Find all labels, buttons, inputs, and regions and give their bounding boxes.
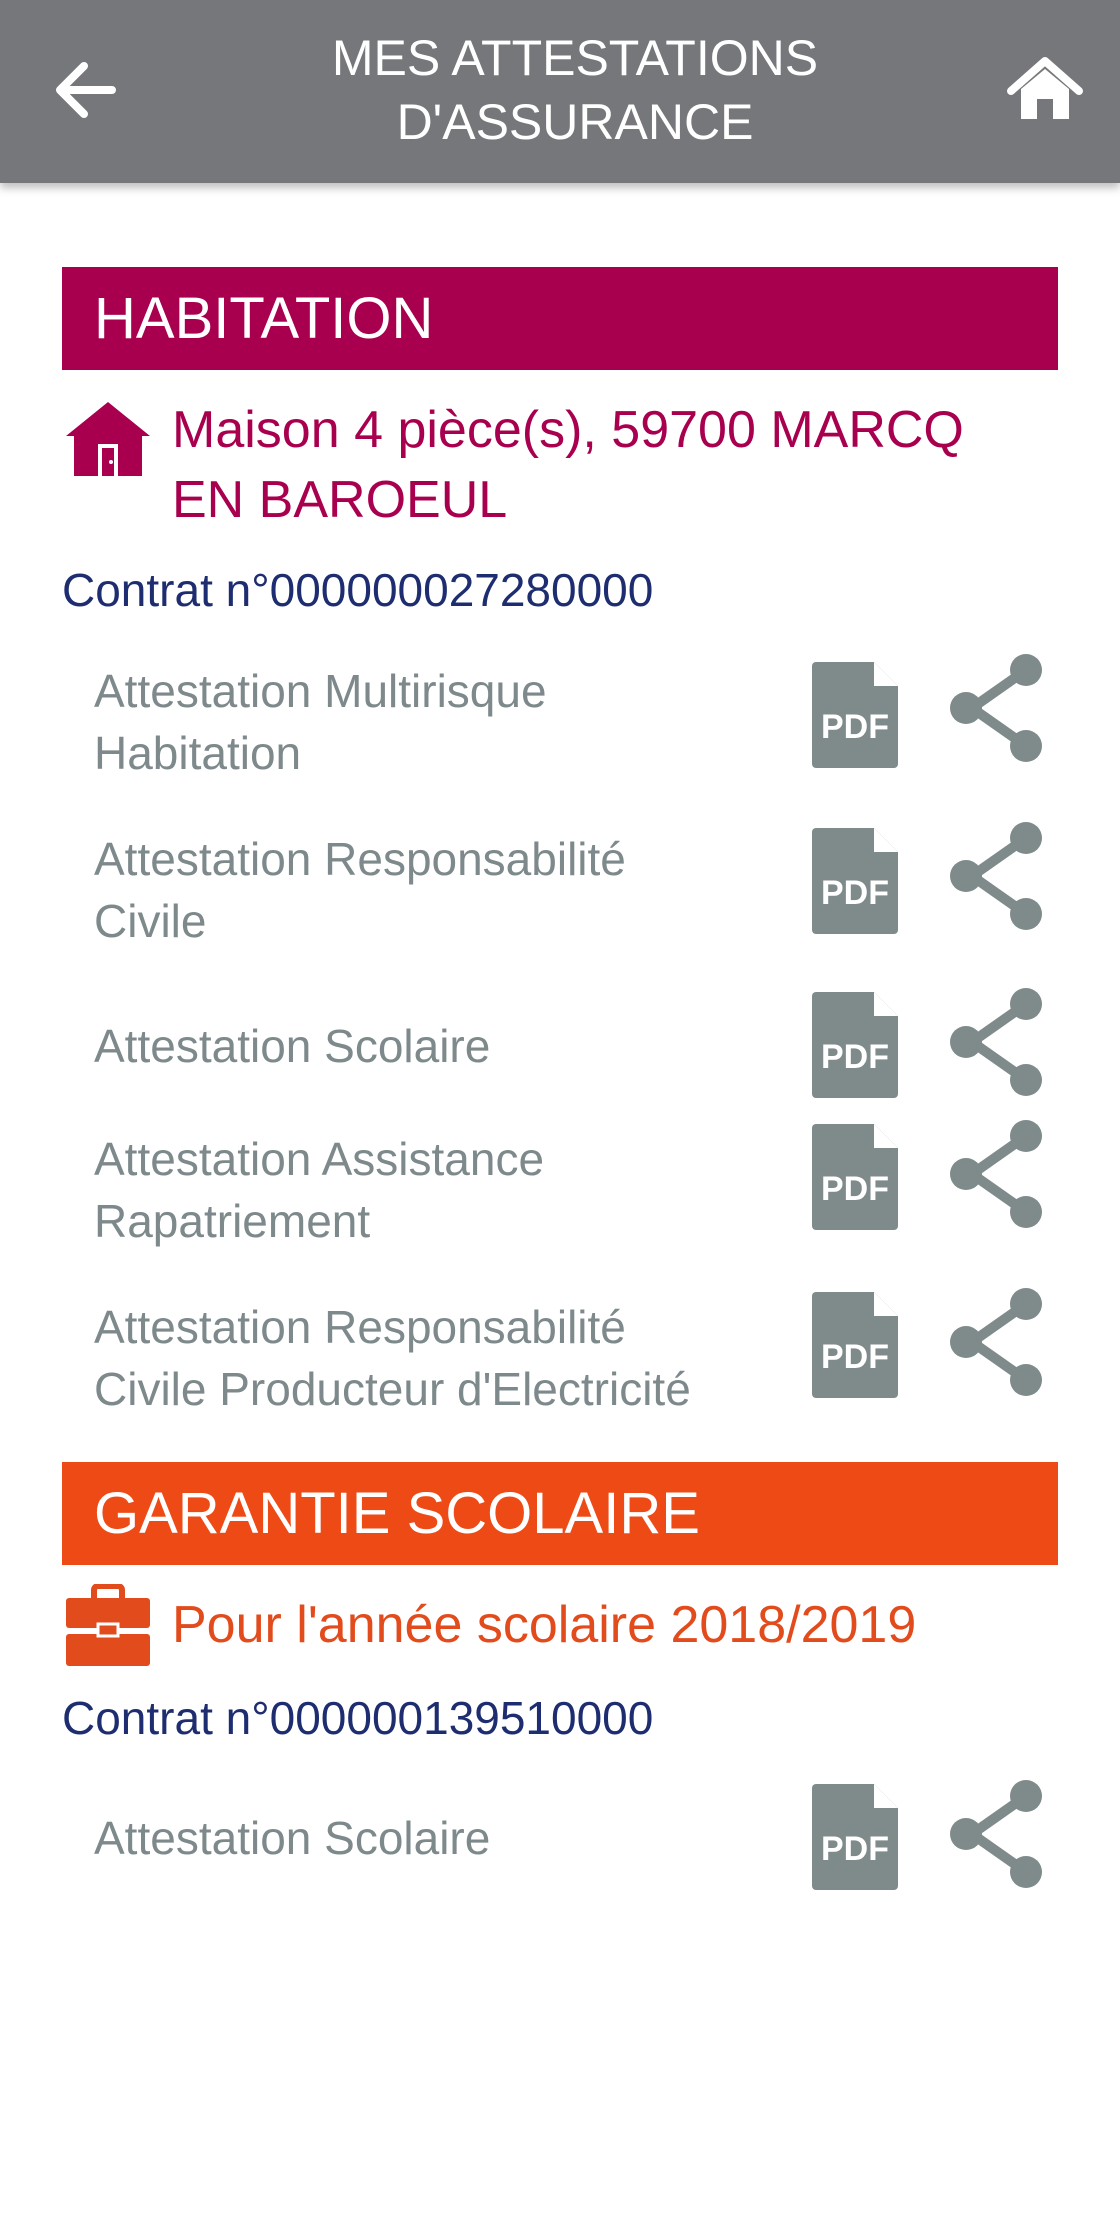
contract-number-habitation: Contrat n°000000027280000	[62, 564, 654, 616]
arrow-left-icon	[52, 55, 122, 125]
back-button[interactable]	[52, 55, 122, 125]
document-label-line1: Attestation Responsabilité	[94, 833, 626, 885]
share-button[interactable]	[946, 986, 1046, 1098]
app-header	[0, 0, 1120, 183]
document-label	[94, 828, 774, 952]
page-title	[200, 26, 950, 154]
document-label-line1: Attestation Scolaire	[94, 1812, 491, 1864]
document-label-line1: Attestation Multirisque	[94, 665, 547, 717]
document-label-line2: Habitation	[94, 727, 302, 779]
share-icon	[946, 1118, 1046, 1230]
school-year: Pour l'année scolaire 2018/2019	[172, 1596, 917, 1654]
share-button[interactable]	[946, 1286, 1046, 1398]
document-label-line2: Civile	[94, 895, 207, 947]
share-button[interactable]	[946, 820, 1046, 932]
svg-text:PDF: PDF	[821, 874, 889, 912]
document-label-line1: Attestation Assistance	[94, 1133, 545, 1185]
share-icon	[946, 1778, 1046, 1890]
page-title-line2: D'ASSURANCE	[396, 94, 754, 150]
svg-text:PDF: PDF	[821, 1830, 889, 1868]
page-title-line1: MES ATTESTATIONS	[331, 30, 819, 86]
pdf-icon	[812, 1292, 898, 1398]
share-icon	[946, 986, 1046, 1098]
share-button[interactable]	[946, 1778, 1046, 1890]
document-label-line1: Attestation Scolaire	[94, 1020, 491, 1072]
property-address-line1: Maison 4 pièce(s), 59700 MARCQ	[172, 401, 964, 459]
share-icon	[946, 652, 1046, 764]
svg-text:PDF: PDF	[821, 1170, 889, 1208]
pdf-download-button[interactable]	[812, 662, 898, 768]
document-label	[94, 1807, 774, 1869]
svg-text:PDF: PDF	[821, 708, 889, 746]
pdf-download-button[interactable]	[812, 1292, 898, 1398]
pdf-download-button[interactable]	[812, 828, 898, 934]
document-label	[94, 1015, 774, 1077]
share-button[interactable]	[946, 652, 1046, 764]
share-icon	[946, 820, 1046, 932]
pdf-download-button[interactable]	[812, 1124, 898, 1230]
pdf-download-button[interactable]	[812, 992, 898, 1098]
svg-text:PDF: PDF	[821, 1038, 889, 1076]
document-label-line2: Rapatriement	[94, 1195, 371, 1247]
svg-text:PDF: PDF	[821, 1338, 889, 1376]
pdf-icon	[812, 828, 898, 934]
house-icon	[64, 398, 152, 476]
share-icon	[946, 1286, 1046, 1398]
pdf-download-button[interactable]	[812, 1784, 898, 1890]
briefcase-icon	[66, 1584, 150, 1666]
property-address	[172, 395, 1052, 535]
document-label-line2: Civile Producteur d'Electricité	[94, 1363, 691, 1415]
pdf-icon	[812, 992, 898, 1098]
pdf-icon	[812, 1124, 898, 1230]
section-header-garantie-scolaire: GARANTIE SCOLAIRE	[62, 1462, 1058, 1565]
section-header-habitation: HABITATION	[62, 267, 1058, 370]
property-address-line2: EN BAROEUL	[172, 471, 508, 529]
document-label	[94, 660, 774, 784]
share-button[interactable]	[946, 1118, 1046, 1230]
pdf-icon	[812, 662, 898, 768]
home-button[interactable]	[1005, 55, 1085, 125]
document-label	[94, 1128, 774, 1252]
document-label-line1: Attestation Responsabilité	[94, 1301, 626, 1353]
document-label	[94, 1296, 794, 1420]
contract-number-scolaire: Contrat n°000000139510000	[62, 1692, 654, 1744]
pdf-icon	[812, 1784, 898, 1890]
home-icon	[1005, 55, 1085, 125]
